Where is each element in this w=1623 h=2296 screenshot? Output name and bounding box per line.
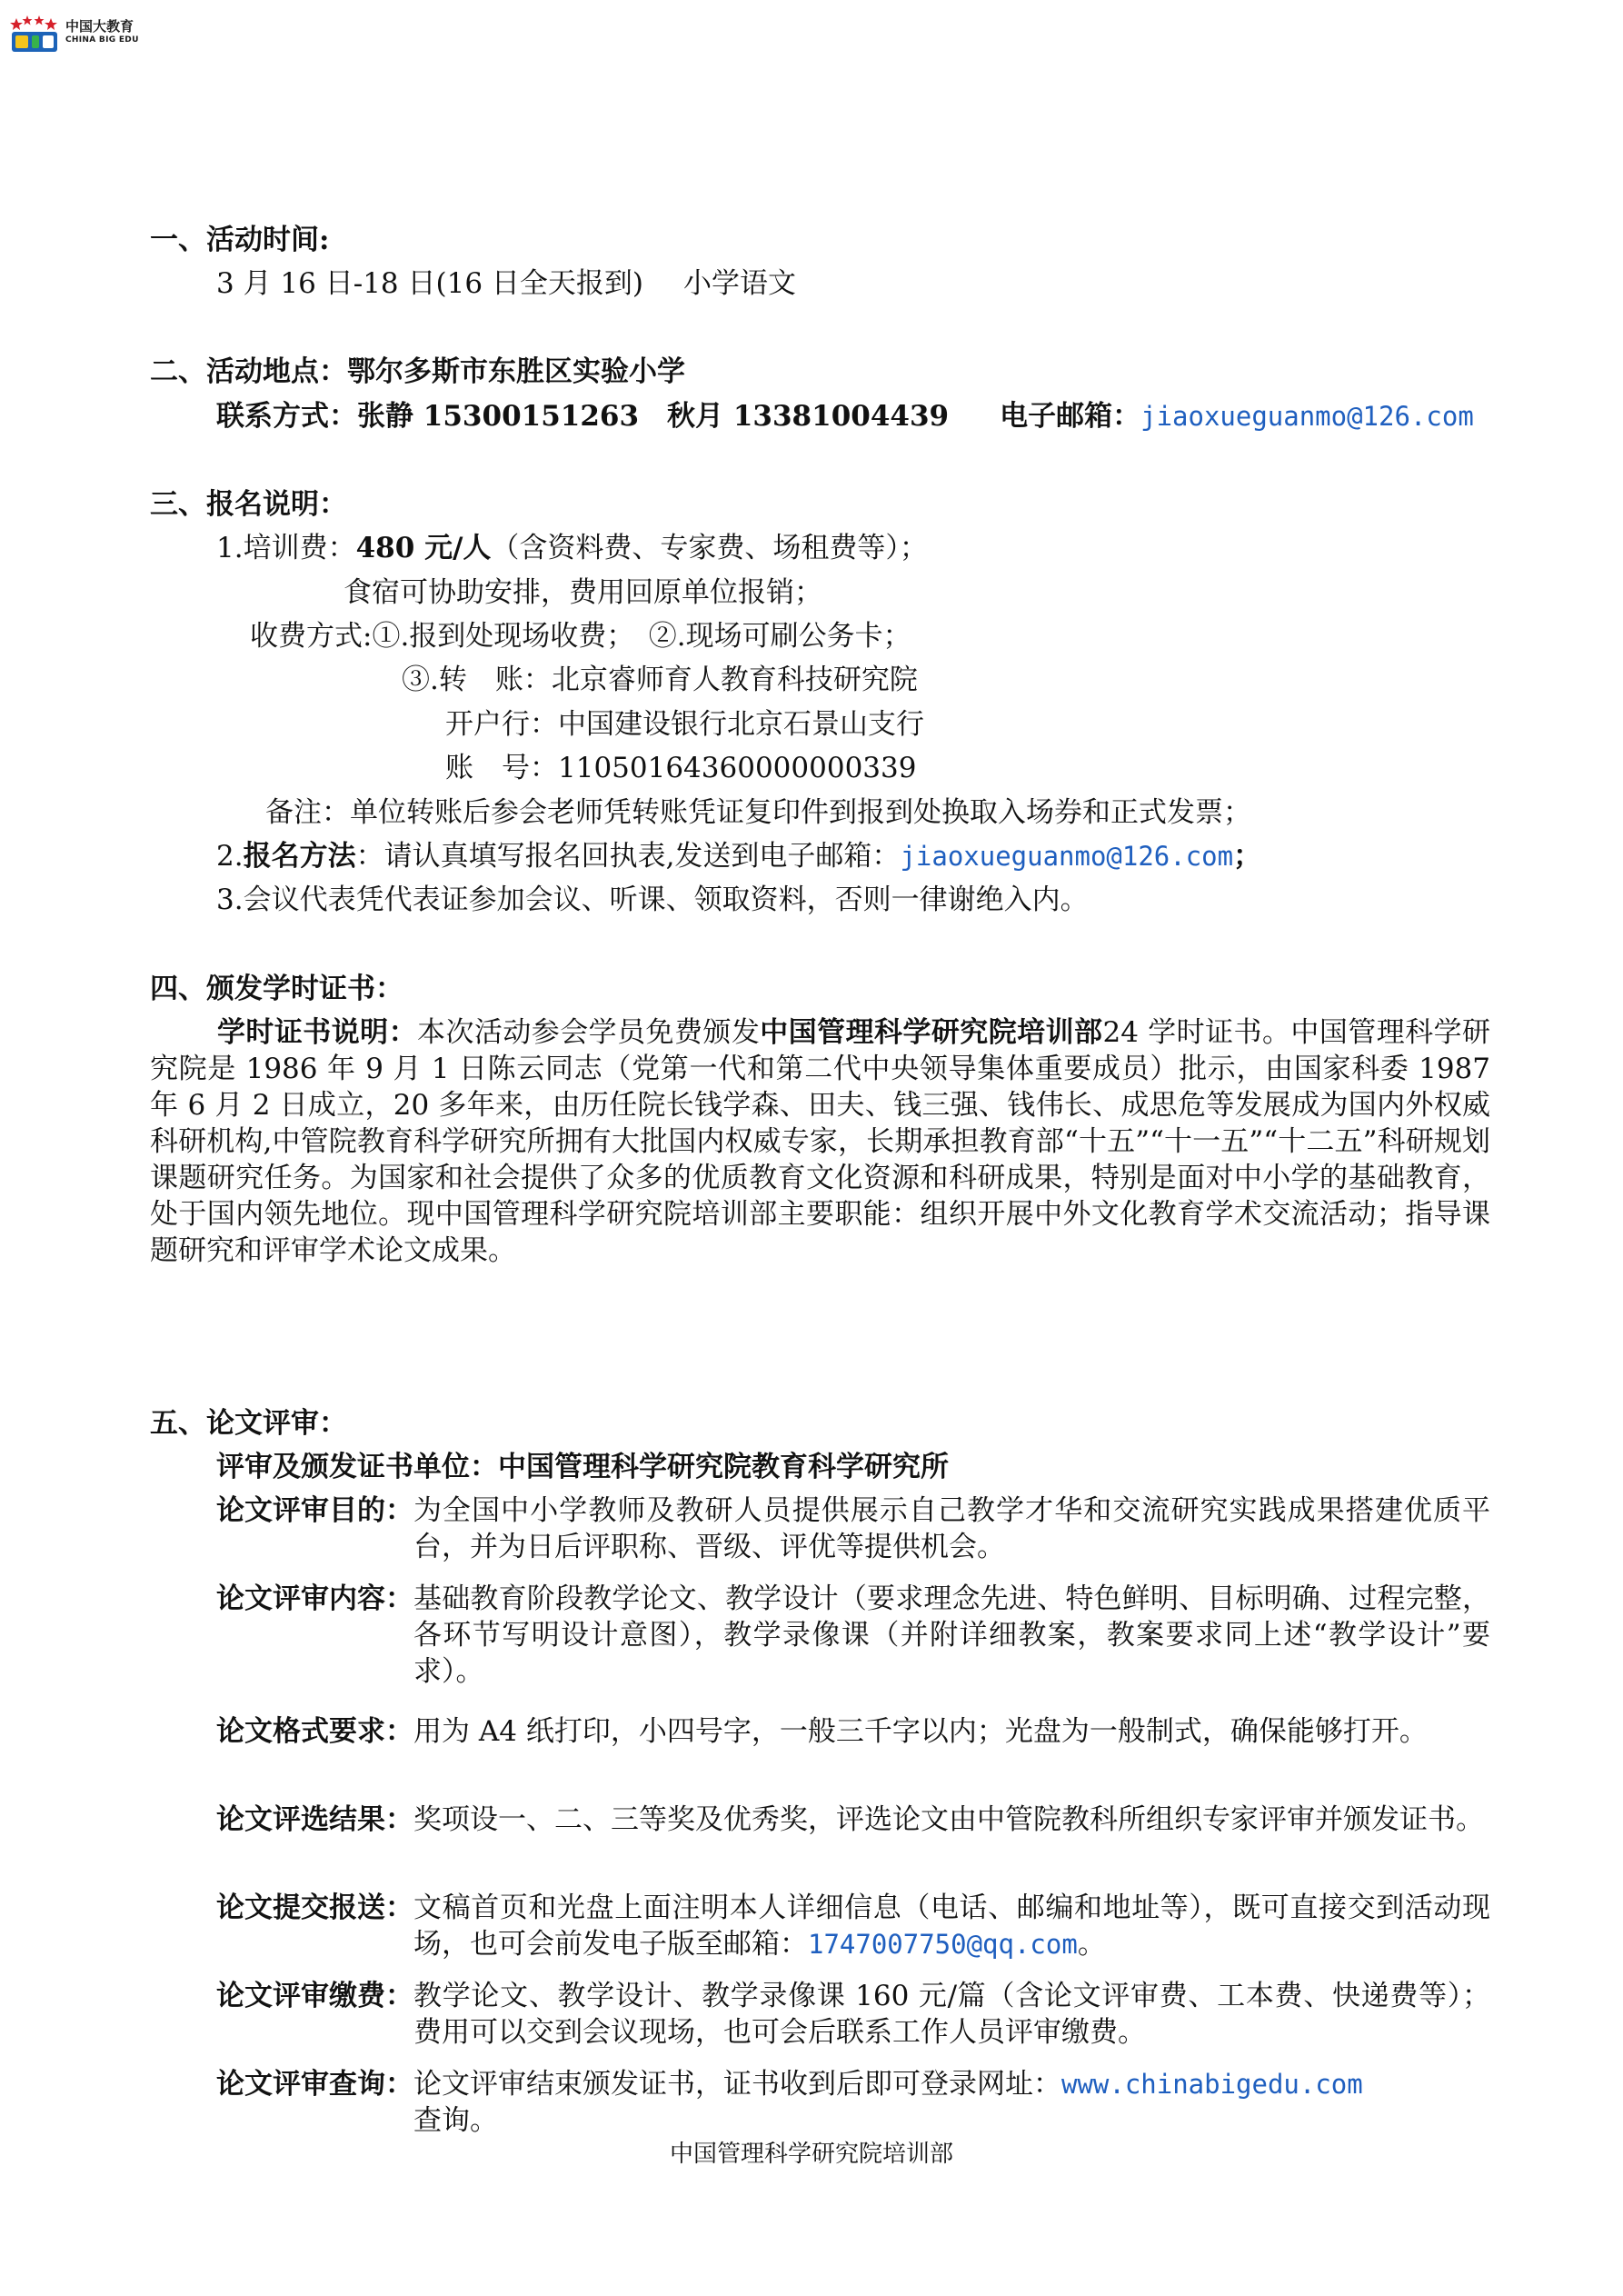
review-fee-label: 论文评审缴费： [216, 1980, 413, 2012]
section4-heading: 四、颁发学时证书： [150, 973, 403, 1005]
payment-methods: 收费方式:①.报到处现场收费； ②.现场可刷公务卡； [250, 620, 911, 653]
review-query-body: 论文评审结束颁发证书，证书收到后即可登录网址： [413, 2068, 1061, 2101]
submission [216, 1890, 1490, 1962]
signup-num: 2. [216, 840, 244, 873]
certificate-issuer: 中国管理科学研究院培训部 [760, 1016, 1103, 1049]
format-requirements [216, 1713, 1490, 1750]
review-fee [216, 1978, 1490, 2051]
review-purpose-label: 论文评审目的： [216, 1494, 413, 1527]
review-purpose [216, 1492, 1490, 1565]
signup-text: ：请认真填写报名回执表,发送到电子邮箱： [355, 840, 901, 873]
format-requirements-label: 论文格式要求： [216, 1715, 413, 1748]
certificate-description [150, 1014, 1490, 1269]
submission-label: 论文提交报送： [216, 1892, 413, 1924]
activity-subject: 小学语文 [683, 267, 796, 300]
website-link[interactable]: www.chinabigedu.com [1061, 2069, 1363, 2100]
section5-heading: 五、论文评审： [150, 1407, 347, 1440]
submission-body: 文稿首页和光盘上面注明本人详细信息（电话、邮编和地址等），既可直接交到活动现场，也可会前发电子版至邮箱： [413, 1892, 1490, 1961]
selection-results-label: 论文评选结果： [216, 1803, 413, 1836]
logo-emblem-icon [9, 13, 60, 55]
signup-method [216, 838, 1261, 874]
signup-label: 报名方法 [243, 840, 356, 873]
admission-rule: 3.会议代表凭代表证参加会议、听课、领取资料，否则一律谢绝入内。 [216, 883, 1089, 916]
submission-text [413, 1890, 1490, 1962]
submission-end: 。 [1077, 1928, 1106, 1961]
certificate-text-1: 本次活动参会学员免费颁发 [417, 1016, 761, 1049]
fee-line [216, 530, 928, 566]
review-content [216, 1581, 1490, 1690]
lodging-note: 食宿可协助安排，费用回原单位报销； [344, 576, 822, 609]
review-purpose-text: 为全国中小学教师及教研人员提供展示自己教学才华和交流研究实践成果搭建优质平台，并为日后评职称、晋级、评优等提供机会。 [413, 1494, 1490, 1563]
section1-heading: 一、活动时间: [150, 224, 330, 256]
review-query-label: 论文评审查询： [216, 2068, 413, 2101]
review-content-text: 基础教育阶段教学论文、教学设计（要求理念先进、特色鲜明、目标明确、过程完整，各环节写明设计意图），教学录像课（并附详细教案，教案要求同上述“教学设计”要求）。 [413, 1582, 1490, 1688]
fee-label: 1.培训费： [216, 532, 356, 564]
logo-name-en: CHINA BIG EDU [65, 35, 139, 45]
format-requirements-text: 用为 A4 纸打印，小四号字，一般三千字以内；光盘为一般制式，确保能够打开。 [413, 1715, 1428, 1748]
review-content-label: 论文评审内容： [216, 1582, 413, 1615]
signup-email-link[interactable]: jiaoxueguanmo@126.com [900, 841, 1234, 872]
page-footer: 中国管理科学研究院培训部 [669, 2141, 953, 2168]
review-query-end: 查询。 [413, 2104, 498, 2137]
certificate-lead: 学时证书说明： [217, 1016, 418, 1049]
review-unit: 评审及颁发证书单位：中国管理科学研究院教育科学研究所 [216, 1451, 949, 1483]
transfer-payee: ③.转 账：北京睿师育人教育科技研究院 [402, 664, 918, 696]
signup-end: ； [1233, 840, 1262, 873]
email-label: 电子邮箱： [1000, 400, 1141, 433]
section3-heading: 三、报名说明： [150, 488, 347, 521]
contact-line [216, 398, 1474, 434]
logo [9, 13, 154, 58]
activity-time [216, 265, 796, 302]
account-number: 账 号：11050164360000000339 [445, 752, 917, 784]
contact-info: 联系方式：张静 15300151263 秋月 13381004439 [216, 400, 950, 433]
section2-heading: 二、活动地点：鄂尔多斯市东胜区实验小学 [150, 355, 685, 388]
contact-email-link[interactable]: jiaoxueguanmo@126.com [1140, 401, 1474, 432]
certificate-text-2: 24 学时证书。中国管理科学研究院是 1986 年 9 月 1 日陈云同志（党第一代和第二代中央领导集体重要成员）批示，由国家科委 1987 年 6 月 2 日成立，20 多年来，由历任院长钱学森、田夫、钱三强、钱伟长、成思危等发展成为国内外权威科研机构,中管院教育科学研究所拥有大批国内权威专家，长期承担教育部“十五”“十一五”“十二五”科研规划课题研究任务。为国家和社会提供了众多的优质教育文化资源和科研成果，特别是面对中小学的基础教育，处于国内领先地位。现中国管理科学研究院培训部主要职能：组织开展中外文化教育学术交流活动；指导课题研究和评审学术论文成果。 [150, 1016, 1490, 1267]
fee-amount: 480 元/人 [355, 532, 492, 564]
logo-name: 中国大教育 [65, 18, 134, 35]
transfer-remark: 备注：单位转账后参会老师凭转账凭证复印件到报到处换取入场券和正式发票； [265, 796, 1251, 829]
activity-dates: 3 月 16 日-18 日(16 日全天报到) [216, 267, 643, 300]
bank-name: 开户行：中国建设银行北京石景山支行 [445, 708, 924, 741]
review-query-text [413, 2066, 1490, 2139]
review-query [216, 2066, 1490, 2139]
submission-email-link[interactable]: 1747007750@qq.com [808, 1929, 1078, 1960]
selection-results-text: 奖项设一、二、三等奖及优秀奖，评选论文由中管院教科所组织专家评审并颁发证书。 [413, 1803, 1484, 1836]
review-fee-text: 教学论文、教学设计、教学录像课 160 元/篇（含论文评审费、工本费、快递费等）；费用可以交到会议现场，也可会后联系工作人员评审缴费。 [413, 1980, 1490, 2049]
selection-results [216, 1802, 1490, 1838]
fee-note: （含资料费、专家费、场租费等）； [491, 532, 928, 564]
